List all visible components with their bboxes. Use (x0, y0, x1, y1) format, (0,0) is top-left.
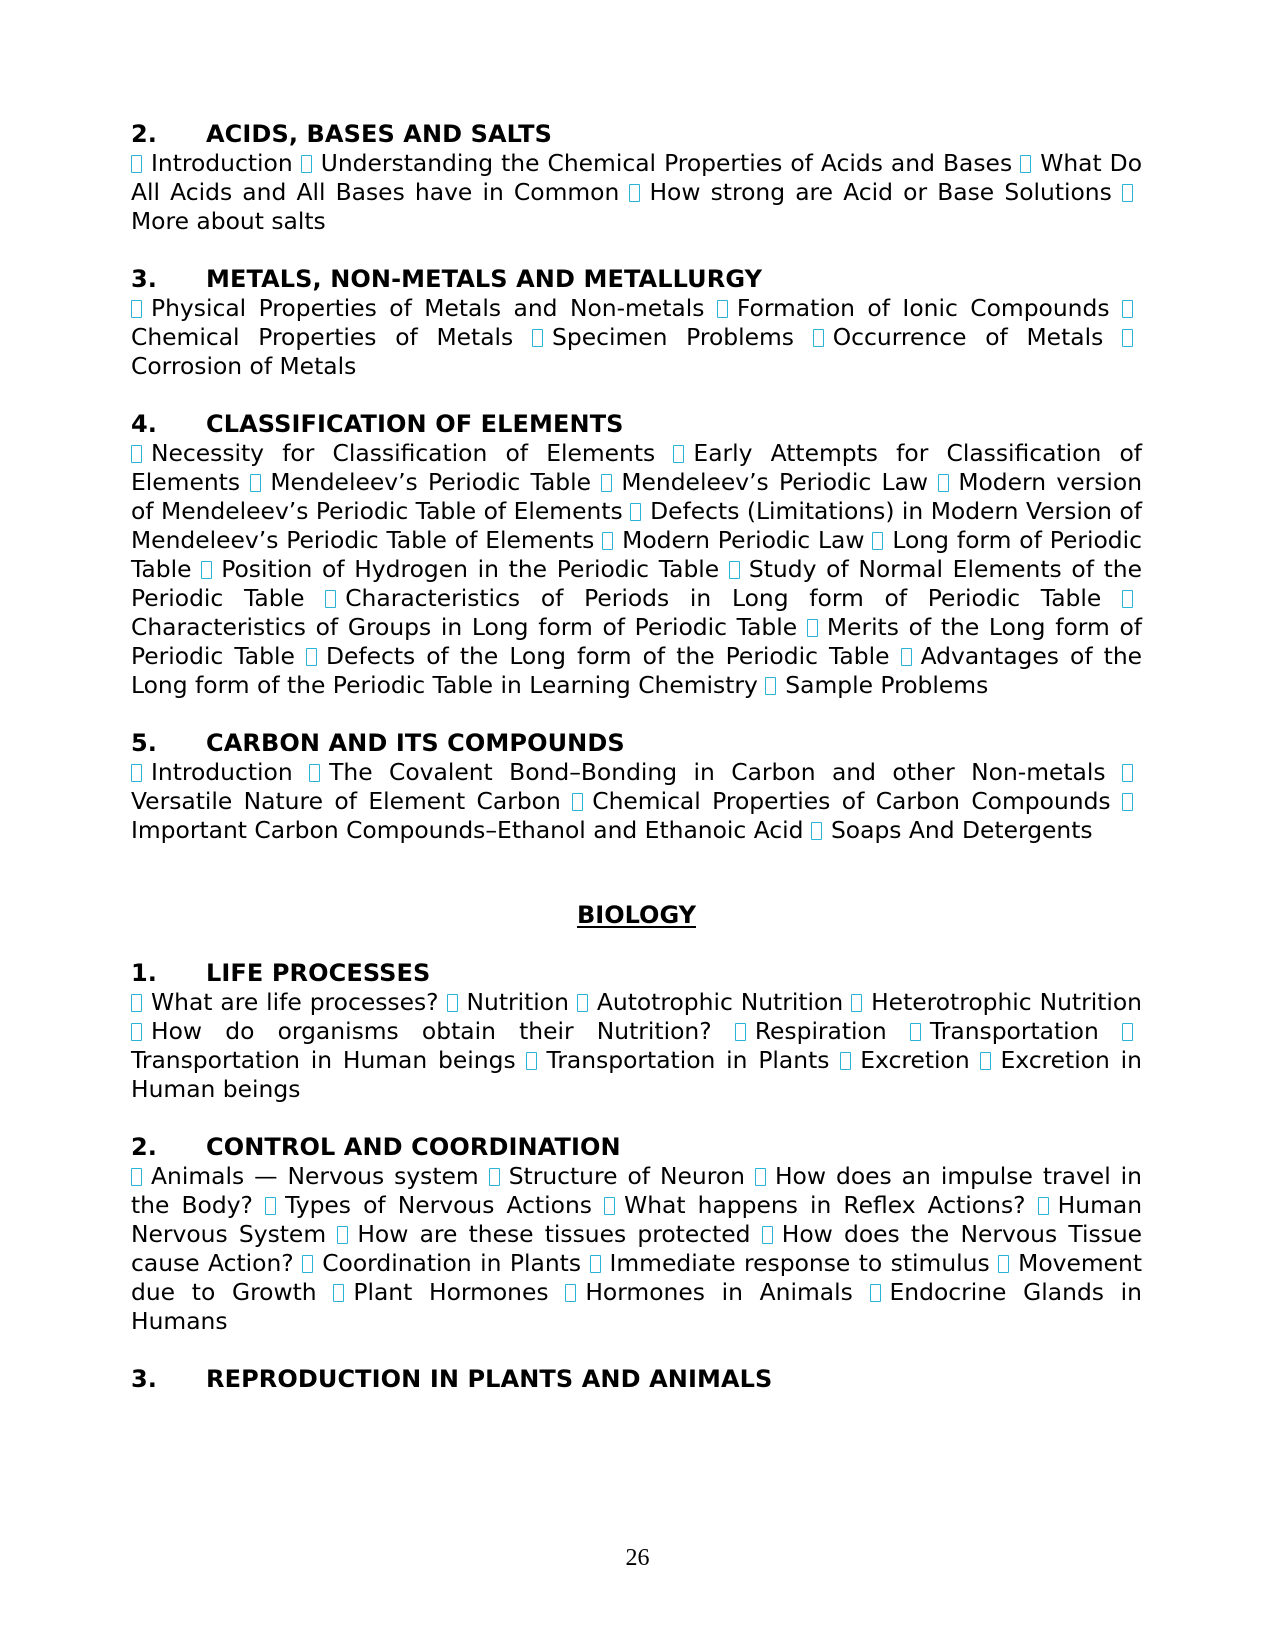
hollow-box-bullet-icon (201, 561, 212, 579)
hollow-box-bullet-icon (901, 648, 912, 666)
topic-item: How does the Nervous Tissue cause Action? (131, 1220, 1143, 1277)
hollow-box-bullet-icon (250, 474, 261, 492)
hollow-box-bullet-icon (131, 1023, 142, 1041)
section-number: 4. (131, 410, 158, 438)
topic-item: Position of Hydrogen in the Periodic Table (221, 555, 720, 583)
topic-item: Autotrophic Nutrition (596, 988, 844, 1016)
topic-item: Mendeleev’s Periodic Table (270, 468, 592, 496)
topic-item: Excretion in Human beings (131, 1046, 1142, 1103)
hollow-box-bullet-icon (813, 329, 824, 347)
hollow-box-bullet-icon (1038, 1197, 1049, 1215)
topic-item: Formation of Ionic Compounds (736, 294, 1110, 322)
hollow-box-bullet-icon (604, 1197, 615, 1215)
hollow-box-bullet-icon (1020, 155, 1031, 173)
topic-item: Versatile Nature of Element Carbon (131, 787, 561, 815)
hollow-box-bullet-icon (910, 1023, 921, 1041)
syllabus-section (131, 410, 1142, 700)
syllabus-section (131, 959, 1142, 1104)
topic-item: Nutrition (466, 988, 569, 1016)
topic-item: Specimen Problems (552, 323, 794, 351)
hollow-box-bullet-icon (1122, 184, 1133, 202)
topic-item: Introduction (151, 758, 293, 786)
topic-item: How does an impulse travel in the Body? (131, 1162, 1142, 1219)
topic-item: Advantages of the Long form of the Periodic Table in Learning Chemistry (131, 642, 1143, 699)
hollow-box-bullet-icon (309, 764, 320, 782)
topic-item: Defects of the Long form of the Periodic Table (325, 642, 890, 670)
topic-list (131, 439, 1142, 700)
topic-item: Physical Properties of Metals and Non-metals (151, 294, 705, 322)
topic-item: Structure of Neuron (508, 1162, 745, 1190)
topic-item: Necessity for Classification of Elements (151, 439, 656, 467)
hollow-box-bullet-icon (301, 155, 312, 173)
section-heading (131, 729, 1142, 758)
topic-item: More about salts (131, 207, 326, 235)
section-heading (131, 265, 1142, 294)
topic-item: Long form of Periodic Table (131, 526, 1143, 583)
topic-item: Heterotrophic Nutrition (871, 988, 1143, 1016)
topic-item: Sample Problems (785, 671, 989, 699)
section-heading (131, 120, 1142, 149)
topic-item: Types of Nervous Actions (285, 1191, 592, 1219)
section-title: REPRODUCTION IN PLANTS AND ANIMALS (206, 1365, 773, 1393)
hollow-box-bullet-icon (673, 445, 684, 463)
topic-list (131, 1162, 1142, 1336)
hollow-box-bullet-icon (938, 474, 949, 492)
topic-item: Understanding the Chemical Properties of Acids and Bases (320, 149, 1013, 177)
topic-item: Immediate response to stimulus (609, 1249, 990, 1277)
page-number: 26 (625, 1545, 650, 1571)
syllabus-section (131, 1133, 1142, 1336)
topic-item: The Covalent Bond–Bonding in Carbon and other Non-metals (329, 758, 1106, 786)
hollow-box-bullet-icon (755, 1168, 766, 1186)
hollow-box-bullet-icon (1122, 1023, 1133, 1041)
hollow-box-bullet-icon (1122, 764, 1133, 782)
topic-item: Introduction (151, 149, 293, 177)
topic-item: Transportation in Human beings (131, 1046, 516, 1074)
hollow-box-bullet-icon (565, 1284, 576, 1302)
topic-item: Plant Hormones (353, 1278, 549, 1306)
syllabus-section (131, 1365, 1142, 1394)
subject-heading (131, 901, 1142, 930)
topic-item: How do organisms obtain their Nutrition? (151, 1017, 712, 1045)
syllabus-section (131, 265, 1142, 381)
hollow-box-bullet-icon (762, 1226, 773, 1244)
section-title: CLASSIFICATION OF ELEMENTS (206, 410, 624, 438)
topic-item: Occurrence of Metals (832, 323, 1104, 351)
topic-item: Animals — Nervous system (151, 1162, 479, 1190)
hollow-box-bullet-icon (265, 1197, 276, 1215)
topic-item: Endocrine Glands in Humans (131, 1278, 1143, 1335)
hollow-box-bullet-icon (532, 329, 543, 347)
hollow-box-bullet-icon (590, 1255, 601, 1273)
hollow-box-bullet-icon (572, 793, 583, 811)
hollow-box-bullet-icon (131, 764, 142, 782)
topic-item: Defects (Limitations) in Modern Version of Mendeleev’s Periodic Table of Elements (131, 497, 1142, 554)
hollow-box-bullet-icon (980, 1052, 991, 1070)
hollow-box-bullet-icon (630, 503, 641, 521)
hollow-box-bullet-icon (333, 1284, 344, 1302)
section-title: CARBON AND ITS COMPOUNDS (206, 729, 625, 757)
hollow-box-bullet-icon (131, 300, 142, 318)
syllabus-section (131, 729, 1142, 845)
section-number: 2. (131, 1133, 158, 1161)
topic-item: Characteristics of Periods in Long form of Periodic Table (345, 584, 1102, 612)
hollow-box-bullet-icon (765, 677, 776, 695)
section-number: 3. (131, 265, 158, 293)
section-heading (131, 410, 1142, 439)
hollow-box-bullet-icon (602, 532, 613, 550)
hollow-box-bullet-icon (131, 1168, 142, 1186)
section-title: LIFE PROCESSES (206, 959, 431, 987)
hollow-box-bullet-icon (601, 474, 612, 492)
topic-item: Human Nervous System (131, 1191, 1143, 1248)
topic-list (131, 988, 1142, 1104)
topic-item: Modern Periodic Law (622, 526, 865, 554)
hollow-box-bullet-icon (447, 994, 458, 1012)
hollow-box-bullet-icon (998, 1255, 1009, 1273)
topic-item: Corrosion of Metals (131, 352, 357, 380)
hollow-box-bullet-icon (729, 561, 740, 579)
hollow-box-bullet-icon (840, 1052, 851, 1070)
section-number: 1. (131, 959, 158, 987)
hollow-box-bullet-icon (851, 994, 862, 1012)
topic-item: Excretion (860, 1046, 970, 1074)
hollow-box-bullet-icon (811, 822, 822, 840)
chemistry-sections (131, 120, 1142, 845)
hollow-box-bullet-icon (1122, 590, 1133, 608)
topic-item: Soaps And Detergents (830, 816, 1093, 844)
section-number: 3. (131, 1365, 158, 1393)
topic-item: Early Attempts for Classification of Elements (131, 439, 1142, 496)
hollow-box-bullet-icon (870, 1284, 881, 1302)
topic-item: What happens in Reflex Actions? (624, 1191, 1026, 1219)
topic-item: Respiration (754, 1017, 887, 1045)
hollow-box-bullet-icon (325, 590, 336, 608)
topic-item: Coordination in Plants (322, 1249, 582, 1277)
hollow-box-bullet-icon (717, 300, 728, 318)
hollow-box-bullet-icon (131, 155, 142, 173)
section-title: CONTROL AND COORDINATION (206, 1133, 621, 1161)
topic-item: Important Carbon Compounds–Ethanol and Ethanoic Acid (131, 816, 804, 844)
hollow-box-bullet-icon (1122, 793, 1133, 811)
section-heading (131, 1365, 1142, 1394)
topic-item: Chemical Properties of Carbon Compounds (592, 787, 1111, 815)
hollow-box-bullet-icon (807, 619, 818, 637)
hollow-box-bullet-icon (1122, 300, 1133, 318)
subject-heading-text: BIOLOGY (576, 901, 696, 929)
biology-sections (131, 959, 1142, 1394)
hollow-box-bullet-icon (306, 648, 317, 666)
topic-item: Movement due to Growth (131, 1249, 1143, 1306)
topic-item: Merits of the Long form of Periodic Table (131, 613, 1143, 670)
section-number: 2. (131, 120, 158, 148)
topic-item: How strong are Acid or Base Solutions (649, 178, 1112, 206)
hollow-box-bullet-icon (131, 445, 142, 463)
topic-item: Modern version of Mendeleev’s Periodic Table of Elements (131, 468, 1143, 525)
section-title: ACIDS, BASES AND SALTS (206, 120, 552, 148)
topic-item: Transportation (929, 1017, 1099, 1045)
hollow-box-bullet-icon (872, 532, 883, 550)
hollow-box-bullet-icon (526, 1052, 537, 1070)
topic-item: Mendeleev’s Periodic Law (621, 468, 929, 496)
topic-list (131, 758, 1142, 845)
hollow-box-bullet-icon (337, 1226, 348, 1244)
topic-item: Chemical Properties of Metals (131, 323, 514, 351)
hollow-box-bullet-icon (302, 1255, 313, 1273)
hollow-box-bullet-icon (1122, 329, 1133, 347)
hollow-box-bullet-icon (577, 994, 588, 1012)
topic-list (131, 149, 1142, 236)
hollow-box-bullet-icon (629, 184, 640, 202)
topic-item: Hormones in Animals (585, 1278, 853, 1306)
section-heading (131, 1133, 1142, 1162)
topic-item: How are these tissues protected (357, 1220, 751, 1248)
topic-item: What are life processes? (151, 988, 439, 1016)
hollow-box-bullet-icon (131, 994, 142, 1012)
topic-item: Transportation in Plants (546, 1046, 830, 1074)
topic-item: Characteristics of Groups in Long form of Periodic Table (131, 613, 798, 641)
hollow-box-bullet-icon (489, 1168, 500, 1186)
section-heading (131, 959, 1142, 988)
topic-list (131, 294, 1142, 381)
section-title: METALS, NON-METALS AND METALLURGY (206, 265, 763, 293)
hollow-box-bullet-icon (735, 1023, 746, 1041)
syllabus-page (131, 120, 1142, 1423)
syllabus-section (131, 120, 1142, 236)
topic-item: Study of Normal Elements of the Periodic Table (131, 555, 1143, 612)
topic-item: What Do All Acids and All Bases have in Common (131, 149, 1143, 206)
section-number: 5. (131, 729, 158, 757)
